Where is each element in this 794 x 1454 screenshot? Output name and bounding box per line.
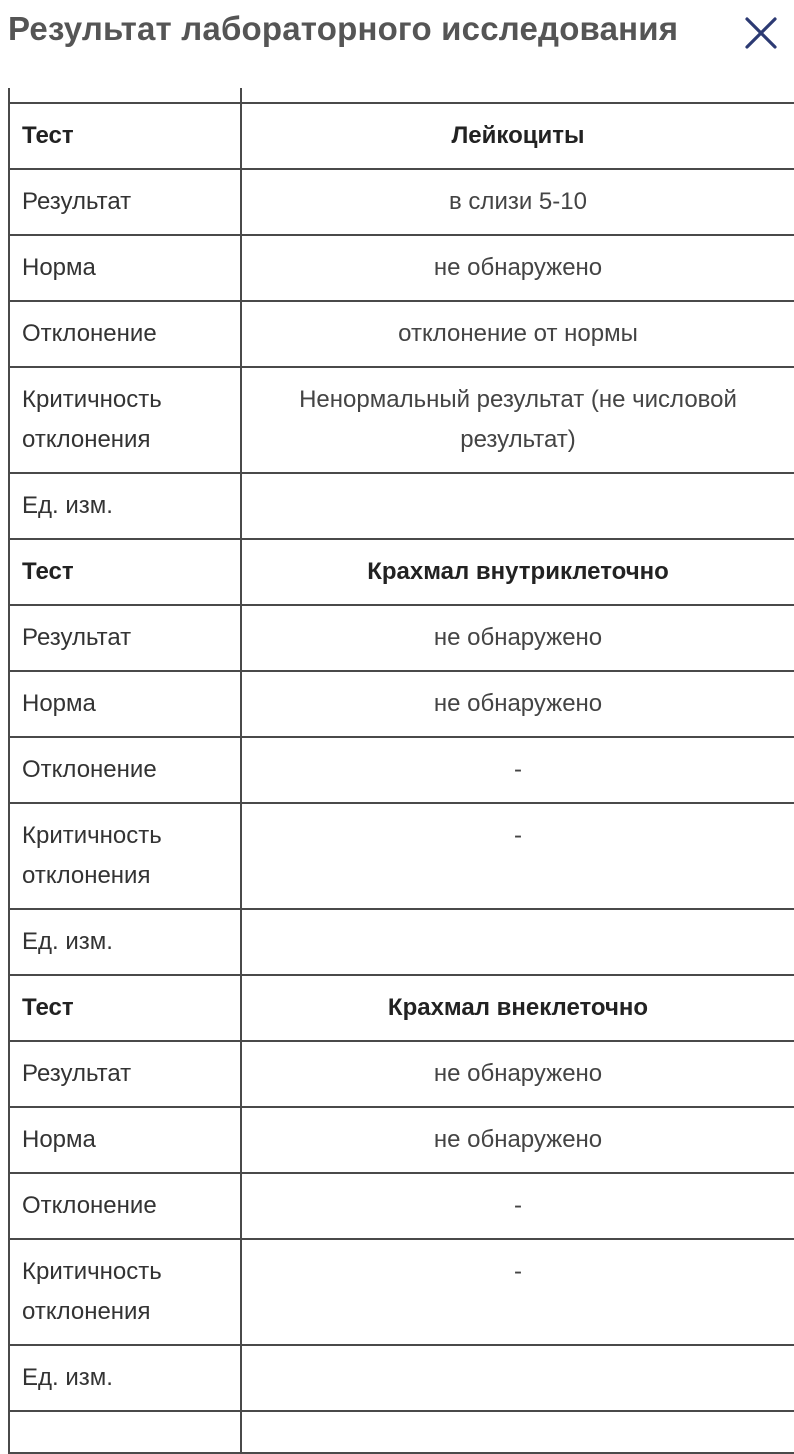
row-value: Ненормальный результат (не числовой результат)	[241, 367, 794, 473]
close-button[interactable]	[740, 12, 782, 54]
table-row	[9, 671, 794, 737]
test-header-row	[9, 539, 794, 605]
test-label: Тест	[9, 539, 241, 605]
row-value: не обнаружено	[241, 1041, 794, 1107]
table-top-edge	[9, 88, 794, 103]
table-row	[9, 1173, 794, 1239]
row-value: не обнаружено	[241, 1107, 794, 1173]
row-value: -	[241, 1173, 794, 1239]
close-icon	[740, 12, 782, 54]
results-table	[8, 88, 794, 1454]
row-label: Результат	[9, 605, 241, 671]
row-value: -	[241, 1239, 794, 1345]
row-label: Критичность отклонения	[9, 367, 241, 473]
row-value: в слизи 5-10	[241, 169, 794, 235]
test-header-row	[9, 103, 794, 169]
row-value: не обнаружено	[241, 671, 794, 737]
row-label: Результат	[9, 1041, 241, 1107]
row-label: Норма	[9, 235, 241, 301]
test-name: Крахмал внутриклеточно	[241, 539, 794, 605]
table-row	[9, 803, 794, 909]
row-value: отклонение от нормы	[241, 301, 794, 367]
modal-header	[0, 0, 794, 72]
table-row	[9, 473, 794, 539]
table-row	[9, 235, 794, 301]
row-value: не обнаружено	[241, 235, 794, 301]
table-row	[9, 367, 794, 473]
row-label: Ед. изм.	[9, 1345, 241, 1411]
row-label: Норма	[9, 1107, 241, 1173]
table-row	[9, 1041, 794, 1107]
table-row-partial	[9, 1411, 794, 1453]
row-label: Отклонение	[9, 1173, 241, 1239]
test-label: Тест	[9, 103, 241, 169]
table-row	[9, 169, 794, 235]
table-row	[9, 301, 794, 367]
row-value: не обнаружено	[241, 605, 794, 671]
row-label: Отклонение	[9, 301, 241, 367]
test-label: Тест	[9, 975, 241, 1041]
row-value	[241, 473, 794, 539]
table-row	[9, 1239, 794, 1345]
row-label: Ед. изм.	[9, 909, 241, 975]
test-name: Крахмал внеклеточно	[241, 975, 794, 1041]
table-row	[9, 605, 794, 671]
test-header-row	[9, 975, 794, 1041]
row-label: Критичность отклонения	[9, 803, 241, 909]
row-label: Ед. изм.	[9, 473, 241, 539]
row-value: -	[241, 737, 794, 803]
row-value	[241, 909, 794, 975]
table-row	[9, 909, 794, 975]
row-value: -	[241, 803, 794, 909]
row-label: Критичность отклонения	[9, 1239, 241, 1345]
table-row	[9, 737, 794, 803]
results-table-container[interactable]	[8, 88, 794, 1454]
table-row	[9, 1345, 794, 1411]
row-label: Норма	[9, 671, 241, 737]
test-name: Лейкоциты	[241, 103, 794, 169]
row-value	[241, 1345, 794, 1411]
table-row	[9, 1107, 794, 1173]
row-label: Отклонение	[9, 737, 241, 803]
page-title: Результат лабораторного исследования	[8, 10, 679, 47]
row-label: Результат	[9, 169, 241, 235]
